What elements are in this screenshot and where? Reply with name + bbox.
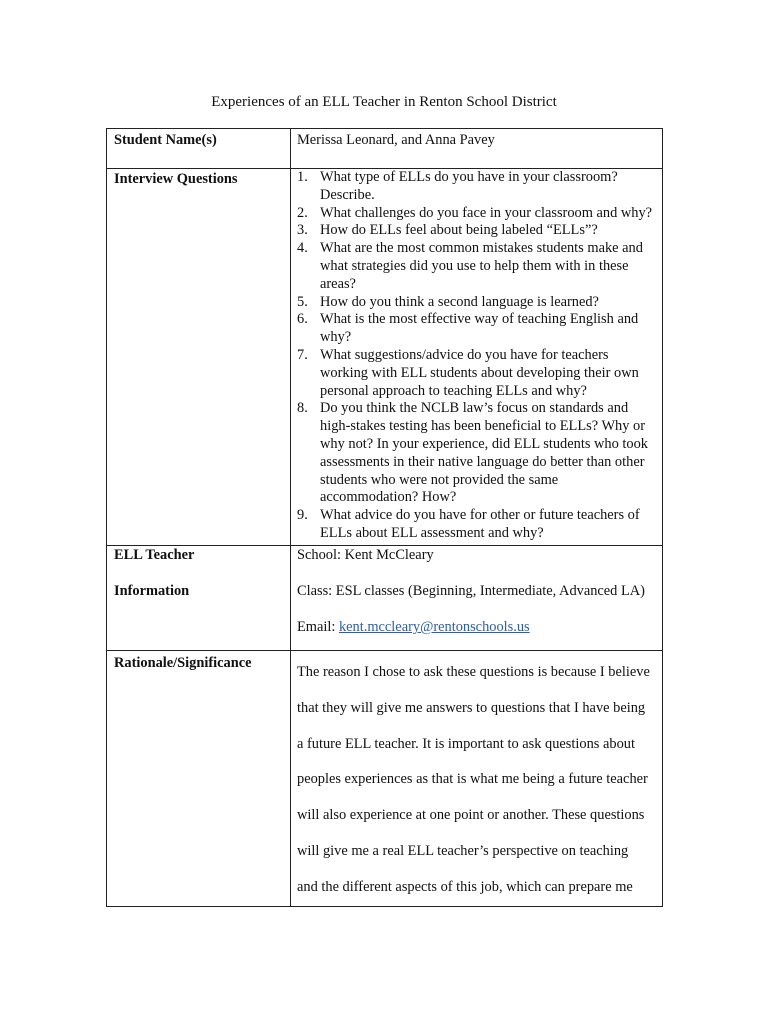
question-item — [297, 169, 657, 205]
rationale-line: a future ELL teacher. It is important to ask questions about — [297, 735, 635, 752]
question-text: What type of ELLs do you have in your classroom? Describe. — [320, 169, 618, 203]
question-text: What are the most common mistakes students make and what strategies did you use to help them with in these areas? — [320, 240, 643, 292]
rationale-line: will also experience at one point or another. These questions — [297, 807, 645, 824]
question-number: 8. — [297, 400, 308, 417]
question-number: 3. — [297, 222, 308, 239]
student-names-row — [107, 129, 663, 169]
spacer — [114, 564, 284, 582]
email-link[interactable]: kent.mccleary@rentonschools.us — [338, 619, 530, 635]
question-number: 2. — [297, 204, 308, 221]
teacher-info-label-line1: ELL Teacher — [114, 547, 195, 563]
question-item — [297, 205, 657, 223]
document-title: Experiences of an ELL Teacher in Renton School District — [211, 94, 557, 110]
rationale-row — [107, 651, 663, 907]
question-item — [297, 507, 657, 543]
interview-form-table — [106, 128, 663, 907]
spacer — [297, 600, 657, 618]
interview-questions-list — [297, 169, 657, 543]
interview-questions-row — [107, 169, 663, 546]
teacher-info-label-line2: Information — [114, 583, 190, 599]
question-item — [297, 222, 657, 240]
question-item — [297, 294, 657, 312]
email-prefix: Email: — [297, 619, 339, 635]
question-number: 6. — [297, 311, 308, 328]
interview-questions-label: Interview Questions — [107, 169, 291, 546]
question-text: What is the most effective way of teaching English and why? — [320, 311, 639, 346]
teacher-info-value — [291, 546, 663, 651]
rationale-line: peoples experiences as that is what me being a future teacher — [297, 771, 648, 788]
question-text: What suggestions/advice do you have for teachers working with ELL students about developing their own personal approach to teaching ELLs and why? — [320, 346, 639, 399]
question-text: How do ELLs feel about being labeled “ELLs”? — [320, 222, 598, 239]
question-item — [297, 240, 657, 293]
question-number: 1. — [297, 169, 308, 185]
rationale-line: The reason I chose to ask these questions is because I believe — [297, 664, 650, 680]
question-number: 4. — [297, 240, 308, 257]
teacher-info-label — [107, 546, 291, 651]
question-item — [297, 347, 657, 400]
question-item — [297, 311, 657, 347]
interview-questions-cell — [291, 169, 663, 546]
question-number: 9. — [297, 507, 308, 524]
question-number: 7. — [297, 346, 308, 363]
question-item — [297, 400, 657, 507]
teacher-info-row — [107, 546, 663, 651]
student-names-label: Student Name(s) — [107, 129, 291, 169]
rationale-label: Rationale/Significance — [107, 651, 291, 907]
teacher-school: School: Kent McCleary — [297, 547, 434, 563]
teacher-email-line — [297, 618, 657, 636]
rationale-line: that they will give me answers to questions that I have being — [297, 699, 646, 716]
question-text: What challenges do you face in your classroom and why? — [320, 204, 653, 221]
question-text: How do you think a second language is learned? — [320, 293, 599, 310]
rationale-value — [291, 651, 663, 907]
question-number: 5. — [297, 293, 308, 310]
rationale-paragraph — [297, 655, 657, 906]
spacer — [297, 564, 657, 582]
teacher-class: Class: ESL classes (Beginning, Intermediate, Advanced LA) — [297, 583, 645, 599]
rationale-line: and the different aspects of this job, which can prepare me — [297, 878, 633, 895]
question-text: What advice do you have for other or future teachers of ELLs about ELL assessment and why? — [320, 507, 640, 541]
rationale-line: will give me a real ELL teacher’s perspective on teaching — [297, 842, 629, 859]
student-names-value: Merissa Leonard, and Anna Pavey — [291, 129, 663, 169]
question-text: Do you think the NCLB law’s focus on standards and high-stakes testing has been beneficial to ELLs? Why or why not? In your experience, did ELL students who took assessments in their native language do better than other students who were not provided the same accommodation? How? — [320, 400, 648, 506]
